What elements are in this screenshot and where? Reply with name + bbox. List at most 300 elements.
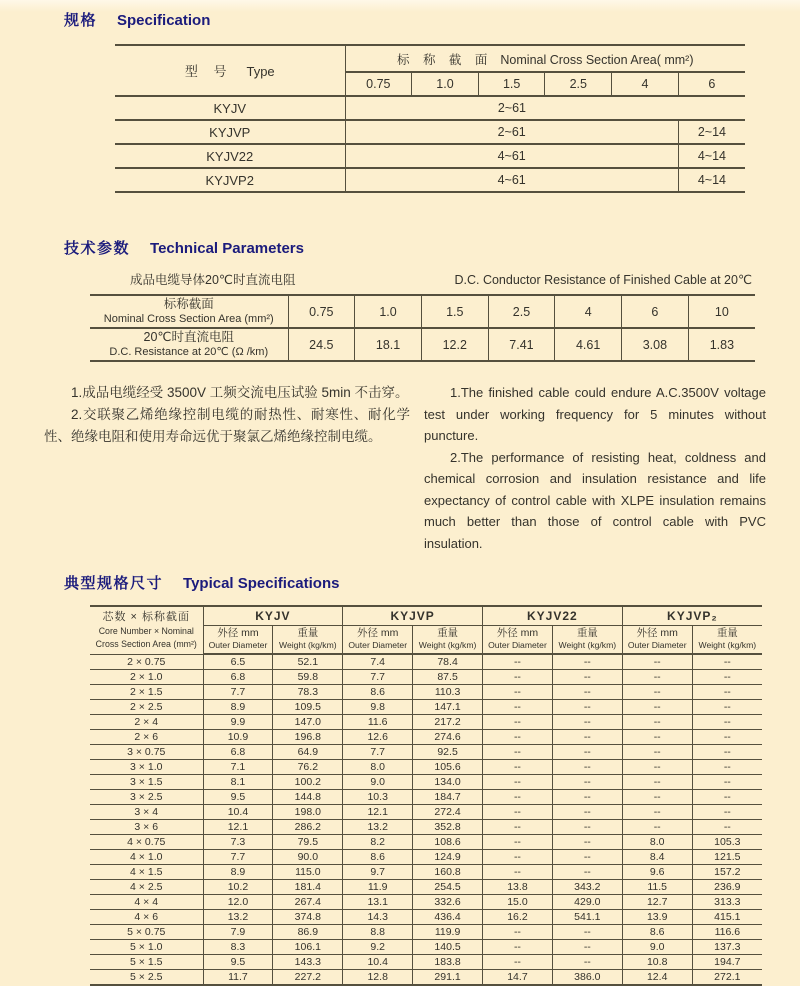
value-cell: 15.0 — [483, 895, 553, 910]
value-cell: 272.1 — [692, 970, 762, 986]
resistance-label-en: D.C. Resistance at 20℃ (Ω /km) — [109, 346, 269, 358]
value-cell: 272.4 — [413, 805, 483, 820]
resistance-value-cell: 4.61 — [555, 328, 622, 361]
value-cell: 6.8 — [203, 670, 273, 685]
type-label-zh: 型 号 — [184, 64, 233, 79]
core-size-cell: 4 × 2.5 — [90, 880, 203, 895]
value-cell: -- — [552, 820, 622, 835]
value-cell: -- — [692, 775, 762, 790]
value-cell: -- — [483, 775, 553, 790]
value-cell: 10.3 — [343, 790, 413, 805]
value-cell: -- — [552, 865, 622, 880]
area-label-en: Nominal Cross Section Area( mm²) — [500, 52, 694, 67]
typical-table-row — [90, 745, 762, 760]
specification-heading — [0, 0, 800, 31]
value-cell: -- — [552, 715, 622, 730]
value-cell: 12.0 — [203, 895, 273, 910]
weight-header: 重量 Weight (kg/km) — [692, 625, 762, 654]
value-cell: 194.7 — [692, 955, 762, 970]
core-size-cell: 2 × 0.75 — [90, 654, 203, 670]
value-cell: 8.3 — [203, 940, 273, 955]
value-cell: 109.5 — [273, 700, 343, 715]
technical-parameters-heading — [64, 239, 800, 259]
area-size-header-cell: 1.0 — [412, 72, 479, 96]
typical-heading-zh: 典型规格尺寸 — [64, 575, 164, 592]
core-size-cell: 3 × 4 — [90, 805, 203, 820]
value-cell: 147.1 — [413, 700, 483, 715]
typical-table-row — [90, 820, 762, 835]
core-size-cell: 4 × 1.5 — [90, 865, 203, 880]
value-cell: -- — [622, 685, 692, 700]
value-cell: 7.7 — [343, 670, 413, 685]
value-cell: 196.8 — [273, 730, 343, 745]
value-cell: -- — [483, 925, 553, 940]
value-cell: 8.0 — [622, 835, 692, 850]
value-cell: 9.0 — [622, 940, 692, 955]
value-cell: 313.3 — [692, 895, 762, 910]
area-size-header-cell: 4 — [612, 72, 679, 96]
core-size-cell: 4 × 6 — [90, 910, 203, 925]
value-cell: -- — [552, 775, 622, 790]
core-size-column-header — [90, 606, 203, 654]
specification-heading-en: Specification — [117, 12, 211, 29]
resistance-value-cell: 24.5 — [288, 328, 355, 361]
value-cell: 183.8 — [413, 955, 483, 970]
value-cell: 116.6 — [692, 925, 762, 940]
value-cell: -- — [692, 670, 762, 685]
value-cell: 160.8 — [413, 865, 483, 880]
model-group-header-row — [90, 606, 762, 625]
value-cell: 9.5 — [203, 955, 273, 970]
value-cell: -- — [552, 940, 622, 955]
value-cell: -- — [622, 760, 692, 775]
value-cell: -- — [483, 940, 553, 955]
core-size-cell: 5 × 0.75 — [90, 925, 203, 940]
core-header-line3: Cross Section Area (mm²) — [95, 638, 197, 649]
value-cell: -- — [622, 790, 692, 805]
section-area-cell: 0.75 — [288, 295, 355, 328]
typical-table-row — [90, 700, 762, 715]
area-column-header — [345, 45, 745, 72]
section-area-row — [90, 295, 755, 328]
weight-header: 重量 Weight (kg/km) — [413, 625, 483, 654]
value-cell: 90.0 — [273, 850, 343, 865]
value-cell: -- — [483, 790, 553, 805]
cable-type-cell: KYJV — [115, 96, 345, 120]
value-cell: 198.0 — [273, 805, 343, 820]
value-cell: 9.9 — [203, 715, 273, 730]
value-cell: 254.5 — [413, 880, 483, 895]
value-cell: -- — [483, 745, 553, 760]
value-cell: 9.7 — [343, 865, 413, 880]
value-cell: 9.8 — [343, 700, 413, 715]
value-cell: 119.9 — [413, 925, 483, 940]
value-cell: 76.2 — [273, 760, 343, 775]
value-cell: 9.2 — [343, 940, 413, 955]
resistance-table — [90, 294, 755, 362]
resistance-value-cell: 12.2 — [421, 328, 488, 361]
core-size-cell: 4 × 4 — [90, 895, 203, 910]
section-area-cell: 4 — [555, 295, 622, 328]
typical-specifications-heading — [64, 574, 800, 594]
section-area-label-zh: 标称截面 — [163, 297, 214, 311]
value-cell: 108.6 — [413, 835, 483, 850]
value-cell: 8.2 — [343, 835, 413, 850]
typical-table-row — [90, 835, 762, 850]
value-cell: 7.1 — [203, 760, 273, 775]
resistance-value-cell: 7.41 — [488, 328, 555, 361]
value-cell: 59.8 — [273, 670, 343, 685]
value-cell: 78.4 — [413, 654, 483, 670]
outer-diameter-header: 外径 mm Outer Diameter — [483, 625, 553, 654]
value-cell: 64.9 — [273, 745, 343, 760]
value-cell: 8.6 — [622, 925, 692, 940]
value-cell: -- — [483, 685, 553, 700]
value-cell: -- — [622, 654, 692, 670]
tech-heading-zh: 技术参数 — [64, 240, 131, 257]
value-cell: -- — [552, 745, 622, 760]
area-size-header-cell: 6 — [678, 72, 745, 96]
value-cell: 78.3 — [273, 685, 343, 700]
resistance-row-label — [90, 328, 288, 361]
typical-table-row — [90, 850, 762, 865]
note-en-2: 2.The performance of resisting heat, coldness and chemical corrosion and insulation resistance and life expectancy of control cable with XLPE insulation remains much better than those of control cable with PVC insulation. — [424, 449, 766, 551]
value-cell: -- — [622, 730, 692, 745]
value-cell: 12.8 — [343, 970, 413, 986]
core-size-cell: 2 × 1.5 — [90, 685, 203, 700]
model-group-name: KYJV — [203, 606, 343, 625]
value-cell: 7.9 — [203, 925, 273, 940]
value-cell: -- — [692, 820, 762, 835]
value-cell: 121.5 — [692, 850, 762, 865]
typical-table-row — [90, 940, 762, 955]
core-range-last-cell: 4~14 — [678, 168, 745, 192]
value-cell: 8.9 — [203, 700, 273, 715]
core-size-cell: 5 × 1.5 — [90, 955, 203, 970]
value-cell: 7.7 — [203, 850, 273, 865]
value-cell: -- — [692, 654, 762, 670]
value-cell: 11.5 — [622, 880, 692, 895]
core-size-cell: 3 × 0.75 — [90, 745, 203, 760]
value-cell: -- — [622, 745, 692, 760]
value-cell: 106.1 — [273, 940, 343, 955]
value-cell: 291.1 — [413, 970, 483, 986]
typical-table-row — [90, 805, 762, 820]
weight-header: 重量 Weight (kg/km) — [552, 625, 622, 654]
value-cell: 11.6 — [343, 715, 413, 730]
value-cell: -- — [552, 670, 622, 685]
value-cell: -- — [622, 700, 692, 715]
value-cell: 10.2 — [203, 880, 273, 895]
note-zh-1: 1.成品电缆经受 3500V 工频交流电压试验 5min 不击穿。 — [71, 385, 409, 400]
specification-table — [115, 44, 745, 193]
value-cell: 8.1 — [203, 775, 273, 790]
value-cell: -- — [483, 760, 553, 775]
value-cell: 352.8 — [413, 820, 483, 835]
typical-table-row — [90, 760, 762, 775]
section-area-cell: 10 — [688, 295, 755, 328]
value-cell: 10.9 — [203, 730, 273, 745]
value-cell: 184.7 — [413, 790, 483, 805]
value-cell: 429.0 — [552, 895, 622, 910]
value-cell: 157.2 — [692, 865, 762, 880]
type-column-header — [115, 45, 345, 96]
resistance-caption-en: D.C. Conductor Resistance of Finished Cable at 20℃ — [454, 273, 752, 287]
outer-diameter-header: 外径 mm Outer Diameter — [622, 625, 692, 654]
resistance-table-caption — [130, 272, 752, 289]
value-cell: -- — [692, 760, 762, 775]
notes-block — [44, 382, 766, 554]
value-cell: -- — [552, 790, 622, 805]
tech-heading-en: Technical Parameters — [150, 240, 304, 257]
value-cell: 374.8 — [273, 910, 343, 925]
value-cell: 92.5 — [413, 745, 483, 760]
value-cell: 12.4 — [622, 970, 692, 986]
core-size-cell: 2 × 1.0 — [90, 670, 203, 685]
note-zh-2: 2.交联聚乙烯绝缘控制电缆的耐热性、耐寒性、耐化学性、绝缘电阻和使用寿命远优于聚氯乙烯绝缘控制电缆。 — [44, 407, 410, 444]
value-cell: 332.6 — [413, 895, 483, 910]
section-area-cell: 6 — [622, 295, 689, 328]
typical-table-row — [90, 790, 762, 805]
type-label-en: Type — [246, 64, 275, 79]
value-cell: 9.6 — [622, 865, 692, 880]
value-cell: 274.6 — [413, 730, 483, 745]
value-cell: -- — [552, 805, 622, 820]
value-cell: 181.4 — [273, 880, 343, 895]
core-size-cell: 2 × 6 — [90, 730, 203, 745]
specification-heading-zh: 规格 — [64, 12, 98, 29]
value-cell: -- — [622, 775, 692, 790]
typical-table-row — [90, 895, 762, 910]
core-range-last-cell — [678, 96, 745, 120]
core-size-cell: 5 × 1.0 — [90, 940, 203, 955]
typical-table-row — [90, 910, 762, 925]
value-cell: 100.2 — [273, 775, 343, 790]
section-area-cell: 2.5 — [488, 295, 555, 328]
value-cell: -- — [552, 685, 622, 700]
core-range-cell: 4~61 — [345, 168, 678, 192]
value-cell: 14.7 — [483, 970, 553, 986]
value-cell: 343.2 — [552, 880, 622, 895]
value-cell: 124.9 — [413, 850, 483, 865]
core-size-cell: 5 × 2.5 — [90, 970, 203, 986]
notes-chinese — [44, 382, 410, 554]
value-cell: 9.0 — [343, 775, 413, 790]
value-cell: 147.0 — [273, 715, 343, 730]
cable-type-cell: KYJV22 — [115, 144, 345, 168]
value-cell: 6.8 — [203, 745, 273, 760]
section-area-cell: 1.5 — [421, 295, 488, 328]
core-header-line1: 芯数 × 标称截面 — [102, 611, 191, 624]
value-cell: -- — [483, 820, 553, 835]
area-size-header-cell: 1.5 — [478, 72, 545, 96]
value-cell: 105.3 — [692, 835, 762, 850]
value-cell: 11.9 — [343, 880, 413, 895]
value-cell: -- — [552, 700, 622, 715]
value-cell: 12.1 — [203, 820, 273, 835]
value-cell: -- — [692, 790, 762, 805]
value-cell: 436.4 — [413, 910, 483, 925]
outer-diameter-header: 外径 mm Outer Diameter — [203, 625, 273, 654]
value-cell: -- — [622, 805, 692, 820]
spec-table-row — [115, 120, 745, 144]
value-cell: -- — [483, 730, 553, 745]
typical-specifications-table — [90, 605, 762, 986]
value-cell: -- — [692, 745, 762, 760]
value-cell: -- — [622, 820, 692, 835]
value-cell: 10.8 — [622, 955, 692, 970]
value-cell: 143.3 — [273, 955, 343, 970]
value-cell: 12.6 — [343, 730, 413, 745]
typical-table-row — [90, 865, 762, 880]
section-area-cell: 1.0 — [355, 295, 422, 328]
value-cell: 140.5 — [413, 940, 483, 955]
core-range-cell: 4~61 — [345, 144, 678, 168]
resistance-value-cell: 1.83 — [688, 328, 755, 361]
value-cell: -- — [552, 955, 622, 970]
value-cell: -- — [552, 760, 622, 775]
spec-table-row — [115, 96, 745, 120]
value-cell: 13.1 — [343, 895, 413, 910]
area-size-header-cell: 2.5 — [545, 72, 612, 96]
value-cell: -- — [552, 654, 622, 670]
model-group-name: KYJV22 — [483, 606, 623, 625]
value-cell: -- — [483, 865, 553, 880]
value-cell: 415.1 — [692, 910, 762, 925]
value-cell: -- — [552, 835, 622, 850]
value-cell: 7.7 — [343, 745, 413, 760]
model-group-name: KYJVP — [343, 606, 483, 625]
typical-heading-en: Typical Specifications — [183, 575, 340, 592]
typical-table-row — [90, 970, 762, 986]
value-cell: -- — [552, 925, 622, 940]
note-en-1: 1.The finished cable could endure A.C.3500V voltage test under working frequency for 5 minutes without puncture. — [424, 385, 766, 443]
value-cell: 7.4 — [343, 654, 413, 670]
typical-table-row — [90, 715, 762, 730]
value-cell: 144.8 — [273, 790, 343, 805]
model-group-name: KYJVP₂ — [622, 606, 762, 625]
value-cell: 9.5 — [203, 790, 273, 805]
value-cell: 12.7 — [622, 895, 692, 910]
outer-diameter-header: 外径 mm Outer Diameter — [343, 625, 413, 654]
spec-table-row — [115, 144, 745, 168]
value-cell: 13.9 — [622, 910, 692, 925]
core-size-cell: 4 × 0.75 — [90, 835, 203, 850]
value-cell: 134.0 — [413, 775, 483, 790]
value-cell: -- — [692, 700, 762, 715]
core-size-cell: 3 × 1.0 — [90, 760, 203, 775]
value-cell: 286.2 — [273, 820, 343, 835]
value-cell: 86.9 — [273, 925, 343, 940]
core-size-cell: 3 × 2.5 — [90, 790, 203, 805]
value-cell: 10.4 — [203, 805, 273, 820]
value-cell: -- — [483, 715, 553, 730]
value-cell: -- — [483, 670, 553, 685]
value-cell: 8.9 — [203, 865, 273, 880]
value-cell: 87.5 — [413, 670, 483, 685]
typical-table-row — [90, 670, 762, 685]
core-size-cell: 4 × 1.0 — [90, 850, 203, 865]
core-range-cell: 2~61 — [345, 120, 678, 144]
area-label-zh: 标 称 截 面 — [396, 52, 493, 67]
typical-table-row — [90, 955, 762, 970]
resistance-row — [90, 328, 755, 361]
area-size-header-cell: 0.75 — [345, 72, 412, 96]
weight-header: 重量 Weight (kg/km) — [273, 625, 343, 654]
typical-table-row — [90, 880, 762, 895]
value-cell: 8.6 — [343, 685, 413, 700]
value-cell: 14.3 — [343, 910, 413, 925]
value-cell: -- — [552, 730, 622, 745]
resistance-caption-zh: 成品电缆导体20℃时直流电阻 — [130, 273, 296, 287]
value-cell: 541.1 — [552, 910, 622, 925]
spec-table-row — [115, 168, 745, 192]
core-size-cell: 3 × 6 — [90, 820, 203, 835]
value-cell: -- — [622, 715, 692, 730]
value-cell: 267.4 — [273, 895, 343, 910]
typical-table-row — [90, 775, 762, 790]
value-cell: 137.3 — [692, 940, 762, 955]
value-cell: -- — [622, 670, 692, 685]
value-cell: -- — [692, 685, 762, 700]
value-cell: -- — [483, 850, 553, 865]
value-cell: 8.0 — [343, 760, 413, 775]
value-cell: -- — [552, 850, 622, 865]
value-cell: 52.1 — [273, 654, 343, 670]
spec-header-row — [115, 45, 745, 72]
section-area-label-en: Nominal Cross Section Area (mm²) — [103, 313, 274, 325]
resistance-value-cell: 3.08 — [622, 328, 689, 361]
value-cell: 8.4 — [622, 850, 692, 865]
value-cell: -- — [692, 730, 762, 745]
value-cell: 7.7 — [203, 685, 273, 700]
value-cell: 7.3 — [203, 835, 273, 850]
value-cell: 13.2 — [343, 820, 413, 835]
notes-english — [424, 382, 766, 554]
value-cell: 10.4 — [343, 955, 413, 970]
value-cell: -- — [692, 715, 762, 730]
cable-type-cell: KYJVP — [115, 120, 345, 144]
resistance-value-cell: 18.1 — [355, 328, 422, 361]
value-cell: -- — [692, 805, 762, 820]
value-cell: 13.8 — [483, 880, 553, 895]
core-range-last-cell: 2~14 — [678, 120, 745, 144]
typical-table-row — [90, 925, 762, 940]
core-size-cell: 2 × 4 — [90, 715, 203, 730]
value-cell: 79.5 — [273, 835, 343, 850]
typical-table-row — [90, 685, 762, 700]
value-cell: 227.2 — [273, 970, 343, 986]
value-cell: -- — [483, 835, 553, 850]
cable-type-cell: KYJVP2 — [115, 168, 345, 192]
core-size-cell: 3 × 1.5 — [90, 775, 203, 790]
value-cell: -- — [483, 805, 553, 820]
typical-table-row — [90, 730, 762, 745]
value-cell: 6.5 — [203, 654, 273, 670]
value-cell: 8.8 — [343, 925, 413, 940]
value-cell: 11.7 — [203, 970, 273, 986]
value-cell: -- — [483, 955, 553, 970]
resistance-label-zh: 20℃时直流电阻 — [143, 330, 234, 344]
value-cell: 217.2 — [413, 715, 483, 730]
value-cell: -- — [483, 654, 553, 670]
value-cell: 386.0 — [552, 970, 622, 986]
value-cell: 8.6 — [343, 850, 413, 865]
value-cell: 12.1 — [343, 805, 413, 820]
core-range-last-cell: 4~14 — [678, 144, 745, 168]
value-cell: 105.6 — [413, 760, 483, 775]
value-cell: 13.2 — [203, 910, 273, 925]
